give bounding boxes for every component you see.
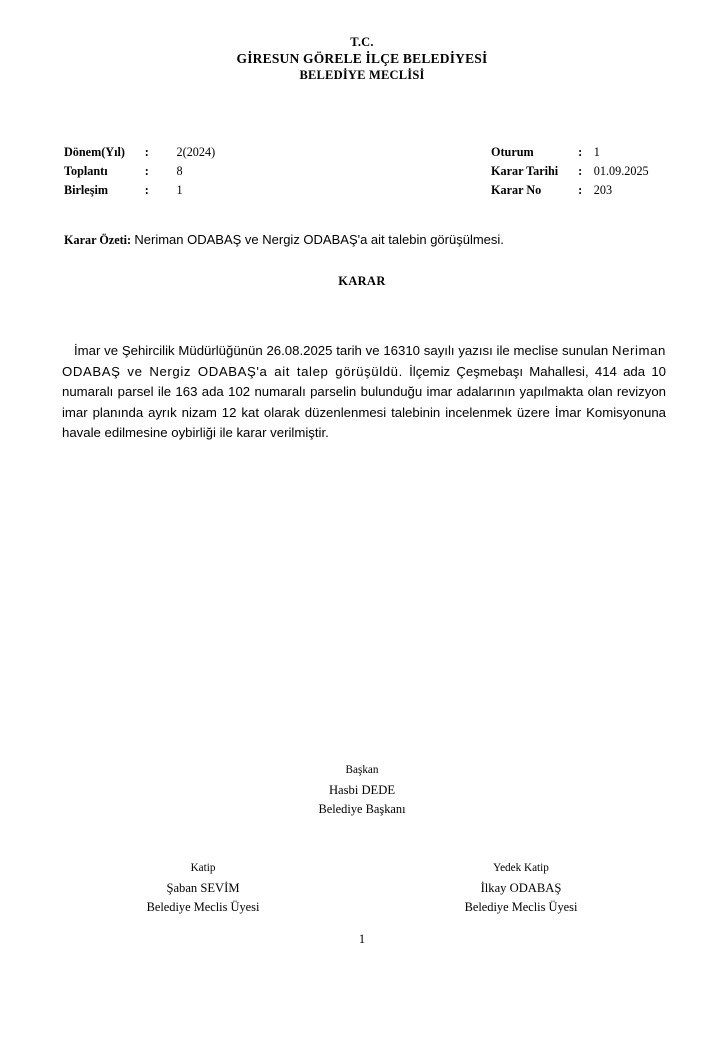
meta-label-karar-no: Karar No [491,183,542,198]
signature-deputy-clerk [362,860,724,918]
meta-value-birlesim: 1 [176,183,183,198]
body-part-3: İlçemiz Çeşmebaşı Mahallesi, 414 ada 10 numaralı parsel ile 163 ada 102 numaralı parselin bulunduğu imar adalarının yapılmakta olan revizyon imar planında ayrık nizam 12 kat olarak düzenlenmesi talebinin incelenmek üzere İmar Komisyonuna havale edilmesine oybirliği ile karar verilmiştir. [62,363,666,441]
signature-clerk-name: Şaban SEVİM [166,880,240,895]
decision-body [0,341,724,443]
decision-title: KARAR [338,274,386,289]
page-number: 1 [358,932,366,946]
meta-sep-karar-tarihi: : [578,164,583,179]
signature-deputy-clerk-title: Belediye Meclis Üyesi [464,900,578,915]
meta-column-right [491,143,666,200]
body-part-2: Neriman ODABAŞ ve Nergiz ODABAŞ'a ait talep görüşüldü. [62,343,666,379]
meta-label-donem: Dönem(Yıl) [64,145,125,160]
body-part-1: İmar ve Şehircilik Müdürlüğünün 26.08.2025 tarih ve 16310 sayılı yazısı ile meclise sunulan [74,343,612,359]
meta-row-toplanti [64,162,234,181]
signature-mayor-title: Belediye Başkanı [318,802,406,817]
meta-block [0,143,724,200]
meta-row-karar-tarihi [491,162,666,181]
subject-line [0,232,724,248]
subject-label: Karar Özeti: [64,233,132,248]
header-line-council: BELEDİYE MECLİSİ [299,68,425,83]
signature-mayor-role: Başkan [345,764,379,776]
meta-sep-birlesim: : [144,183,149,198]
signature-mayor-name: Hasbi DEDE [328,782,396,797]
signature-deputy-clerk-role: Yedek Katip [493,862,549,874]
meta-sep-karar-no: : [578,183,583,198]
signature-mayor [0,762,724,820]
document-page [0,34,724,1058]
signature-clerk [0,860,362,918]
meta-row-oturum [491,143,666,162]
meta-value-oturum: 1 [593,145,600,160]
meta-value-donem: 2(2024) [176,145,216,160]
meta-sep-oturum: : [578,145,583,160]
meta-label-karar-tarihi: Karar Tarihi [491,164,559,179]
meta-label-oturum: Oturum [491,145,534,160]
meta-value-karar-no: 203 [593,183,613,198]
signature-row [0,860,724,918]
meta-column-left [64,143,234,200]
header-line-municipality: GİRESUN GÖRELE İLÇE BELEDİYESİ [236,51,488,66]
meta-label-birlesim: Birleşim [64,183,109,198]
meta-value-toplanti: 8 [176,164,183,179]
meta-sep-donem: : [144,145,149,160]
meta-row-donem [64,143,234,162]
document-header [0,34,724,83]
signature-clerk-role: Katip [190,862,216,874]
subject-text: Neriman ODABAŞ ve Nergiz ODABAŞ'a ait talebin görüşülmesi. [134,232,504,248]
meta-row-karar-no [491,181,666,200]
meta-label-toplanti: Toplantı [64,164,108,179]
meta-sep-toplanti: : [144,164,149,179]
header-line-tc: T.C. [350,35,374,49]
signature-clerk-title: Belediye Meclis Üyesi [146,900,260,915]
meta-row-birlesim [64,181,234,200]
signature-deputy-clerk-name: İlkay ODABAŞ [480,880,562,895]
meta-value-karar-tarihi: 01.09.2025 [593,164,649,179]
